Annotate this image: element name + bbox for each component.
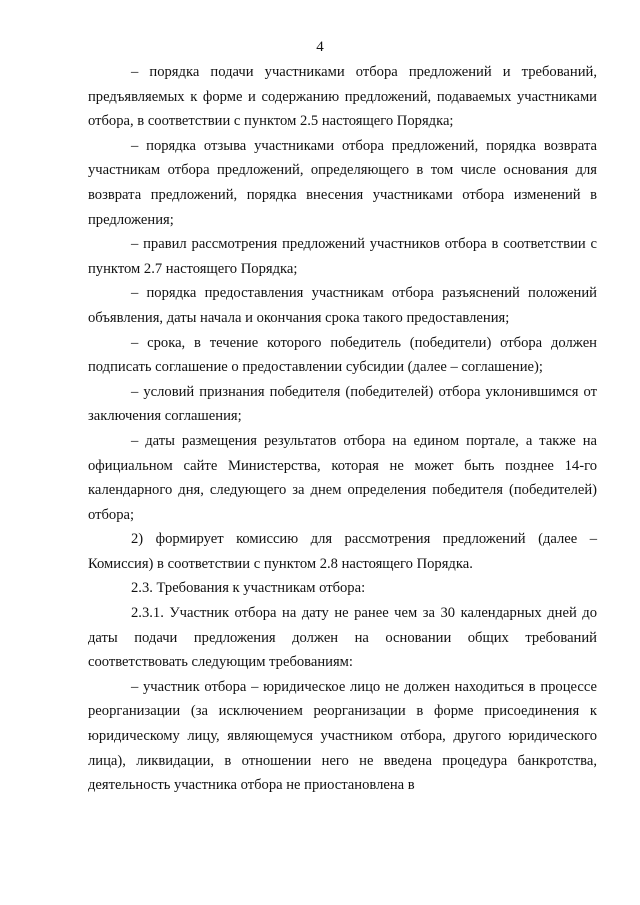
paragraph-requirements-2-3-1: 2.3.1. Участник отбора на дату не ранее чем за 30 календарных дней до даты подачи предложения должен на основании общих требований соответствовать следующим требованиям: — [88, 605, 597, 671]
page-number: 4 — [316, 39, 324, 55]
paragraph-results-publication: – даты размещения результатов отбора на едином портале, а также на официальном сайте Министерства, которая не может быть позднее 14-го календарного дня, следующего за днем определения победителя (победителей) отбора; — [88, 432, 597, 523]
paragraph-requirements-heading: 2.3. Требования к участникам отбора: — [131, 580, 366, 597]
paragraph-review-rules: – правил рассмотрения предложений участников отбора в соответствии с пунктом 2.7 настоящего Порядка; — [88, 236, 597, 277]
paragraph-legal-entity-requirement: – участник отбора – юридическое лицо не должен находиться в процессе реорганизации (за исключением реорганизации в форме присоединения к юридическому лицу, являющемуся участником отбора, другого юридического лица), ликвидации, в отношении него не введена процедура банкротства, деятельность участника отбора не приостановлена в — [88, 678, 597, 794]
paragraph-evasion-conditions: – условий признания победителя (победителей) отбора уклонившимся от заключения соглашения; — [88, 383, 597, 425]
document-body — [88, 60, 597, 798]
paragraph-submission-procedure: – порядка подачи участниками отбора предложений и требований, предъявляемых к форме и содержанию предложений, подаваемых участниками отбора, в соответствии с пунктом 2.5 настоящего Порядка; — [88, 64, 597, 130]
paragraph-withdrawal-procedure: – порядка отзыва участниками отбора предложений, порядка возврата участникам отбора предложений, определяющего в том числе основания для возврата предложений, порядка внесения участниками отбора изменений в предложения; — [88, 137, 597, 228]
paragraph-clarification-procedure: – порядка предоставления участникам отбора разъяснений положений объявления, даты начала и окончания срока такого предоставления; — [88, 285, 597, 326]
paragraph-agreement-deadline: – срока, в течение которого победитель (победители) отбора должен подписать соглашение о предоставлении субсидии (далее – соглашение); — [88, 334, 597, 376]
paragraph-commission: 2) формирует комиссию для рассмотрения предложений (далее – Комиссия) в соответствии с пунктом 2.8 настоящего Порядка. — [88, 531, 597, 572]
